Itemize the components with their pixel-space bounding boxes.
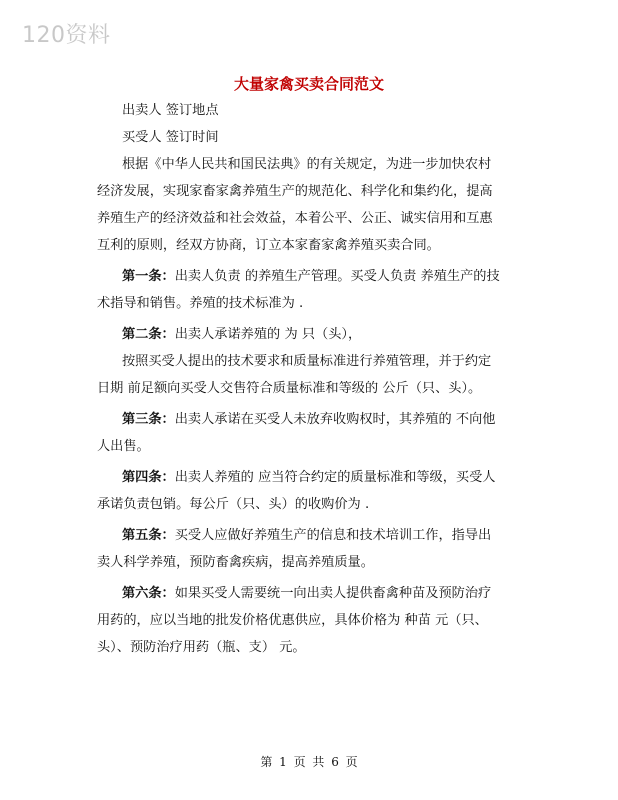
page-number: 第 1 页 共 6 页 bbox=[260, 755, 358, 769]
article-line: 人出售。 bbox=[97, 439, 150, 454]
article-line: 如果买受人需要统一向出卖人提供畜禽种苗及预防治疗 bbox=[174, 586, 492, 601]
intro-line: 互利的原则，经双方协商，订立本家畜家禽养殖买卖合同。 bbox=[97, 238, 440, 253]
document-title: 大量家禽买卖合同范文 bbox=[233, 75, 384, 93]
intro-paragraph bbox=[97, 151, 533, 259]
article-6 bbox=[97, 580, 533, 661]
article-label: 第五条： bbox=[122, 528, 175, 543]
article-line: 日期 前足额向买受人交售符合质量标准和等级的 公斤（只、头）。 bbox=[97, 381, 482, 396]
article-2-continued bbox=[97, 348, 533, 402]
article-line: 用药的，应以当地的批发价格优惠供应，具体价格为 种苗 元（只、 bbox=[97, 613, 488, 628]
seller-line: 出卖人 签订地点 bbox=[122, 103, 219, 118]
article-label: 第六条： bbox=[122, 586, 175, 601]
article-line: 按照买受人提出的技术要求和质量标准进行养殖管理，并于约定 bbox=[122, 354, 492, 369]
article-line: 承诺负责包销。每公斤（只、头）的收购价为 . bbox=[97, 497, 370, 512]
article-line: 买受人应做好养殖生产的信息和技术培训工作，指导出 bbox=[174, 528, 492, 543]
article-label: 第一条： bbox=[122, 269, 175, 284]
intro-line: 养殖生产的经济效益和社会效益，本着公平、公正、诚实信用和互惠 bbox=[97, 211, 493, 226]
watermark: 120资料 bbox=[22, 23, 111, 48]
article-line: 头）、预防治疗用药（瓶、支） 元。 bbox=[97, 640, 306, 655]
article-1 bbox=[97, 263, 533, 317]
article-2 bbox=[97, 321, 533, 348]
article-line: 出卖人承诺在买受人未放弃收购权时，其养殖的 不向他 bbox=[174, 412, 496, 427]
article-line: 出卖人负责 的养殖生产管理。买受人负责 养殖生产的技 bbox=[174, 269, 500, 284]
article-line: 术指导和销售。养殖的技术标准为 . bbox=[97, 296, 304, 311]
intro-line: 根据《中华人民共和国民法典》的有关规定，为进一步加快农村 bbox=[122, 157, 492, 172]
buyer-line: 买受人 签订时间 bbox=[122, 130, 219, 145]
article-5 bbox=[97, 522, 533, 576]
intro-line: 经济发展，实现家畜家禽养殖生产的规范化、科学化和集约化，提高 bbox=[97, 184, 493, 199]
document-body bbox=[97, 97, 533, 661]
article-line: 出卖人承诺养殖的 为 只（头）， bbox=[174, 327, 362, 342]
article-line: 卖人科学养殖，预防畜禽疾病，提高养殖质量。 bbox=[97, 555, 374, 570]
article-4 bbox=[97, 464, 533, 518]
article-label: 第二条： bbox=[122, 327, 175, 342]
article-label: 第三条： bbox=[122, 412, 175, 427]
article-line: 出卖人养殖的 应当符合约定的质量标准和等级，买受人 bbox=[174, 470, 496, 485]
article-3 bbox=[97, 406, 533, 460]
article-label: 第四条： bbox=[122, 470, 175, 485]
